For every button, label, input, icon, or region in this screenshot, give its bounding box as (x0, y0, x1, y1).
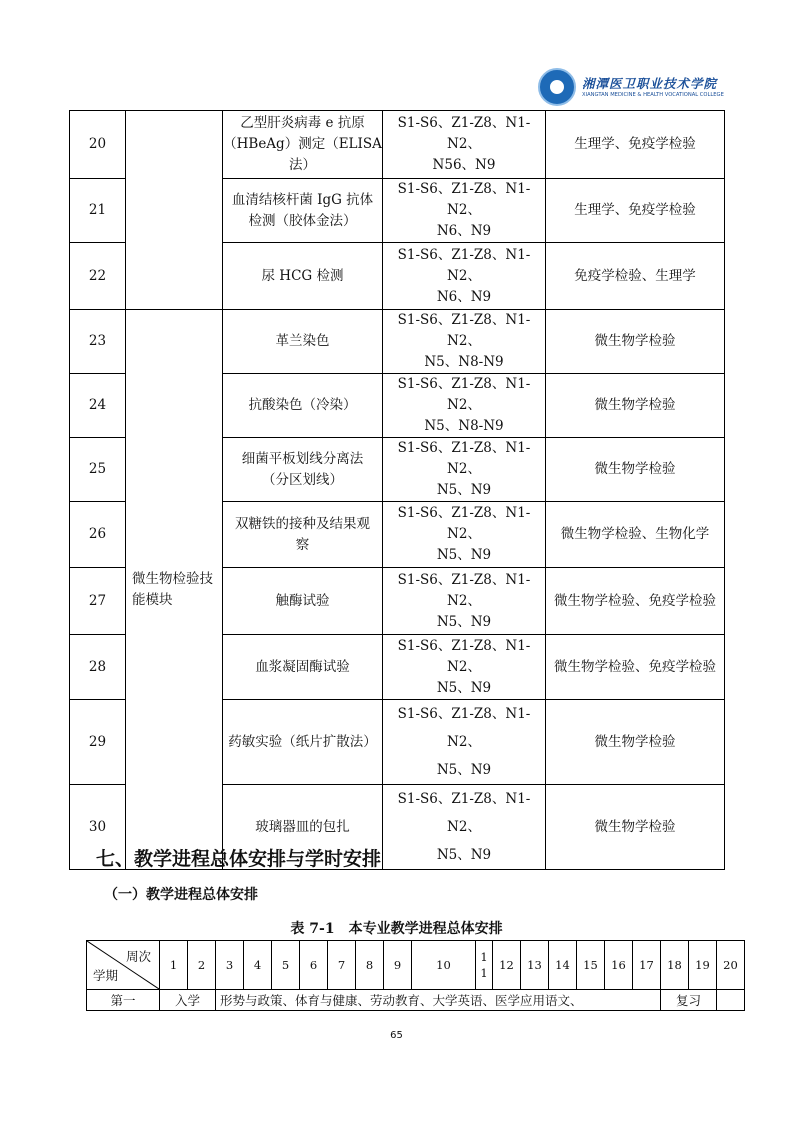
ability-codes-line: S1-S6、Z1-Z8、N1-N2、 (397, 571, 531, 609)
related-courses: 微生物学检验、免疫学检验 (546, 635, 725, 700)
related-courses: 生理学、免疫学检验 (546, 111, 725, 179)
week-header-digit: 1 (480, 966, 488, 980)
ability-codes-line: S1-S6、Z1-Z8、N1-N2、 (397, 246, 531, 284)
related-courses: 微生物学检验 (546, 374, 725, 438)
week-header-cell: 6 (300, 941, 328, 990)
row-number: 28 (70, 635, 126, 700)
ability-codes (383, 374, 546, 438)
row-number: 25 (70, 438, 126, 502)
ability-codes-line: N5、N9 (436, 762, 492, 778)
related-courses: 生理学、免疫学检验 (546, 179, 725, 243)
ability-codes-line: N6、N9 (436, 223, 492, 239)
ability-codes-line: N5、N8-N9 (424, 354, 504, 370)
skill-item (223, 243, 383, 310)
ability-codes-line: S1-S6、Z1-Z8、N1-N2、 (397, 440, 531, 477)
term-cell: 第一 (87, 990, 160, 1011)
schedule-table (86, 940, 745, 1011)
ability-codes (383, 568, 546, 635)
related-courses: 微生物学检验 (546, 310, 725, 374)
week-header-digit: 1 (480, 950, 488, 964)
empty-cell (717, 990, 745, 1011)
skill-item-line: 革兰染色 (275, 333, 330, 349)
module-cell-micro: 微生物检验技能模块 (126, 310, 223, 870)
ability-codes (383, 243, 546, 310)
row-number: 29 (70, 700, 126, 785)
ability-codes-line: S1-S6、Z1-Z8、N1-N2、 (397, 706, 531, 750)
skill-item-line: 玻璃器皿的包扎 (255, 818, 350, 835)
section-subheading: （一）教学进程总体安排 (104, 887, 258, 903)
week-header-cell: 15 (577, 941, 605, 990)
skill-item-line: 细菌平板划线分离法 (241, 450, 364, 467)
row-number: 30 (70, 785, 126, 870)
skill-item-line: 血浆凝固酶试验 (255, 658, 350, 675)
row-number: 22 (70, 243, 126, 310)
review-cell: 复习 (661, 990, 717, 1011)
ability-codes (383, 785, 546, 870)
schedule-row-first (87, 990, 745, 1011)
section-heading: 七、教学进程总体安排与学时安排 (96, 848, 382, 870)
row-number: 27 (70, 568, 126, 635)
week-header-cell: 3 (216, 941, 244, 990)
week-header-cell: 9 (384, 941, 412, 990)
table-row (70, 111, 725, 179)
page-number: 65 (390, 1030, 403, 1041)
ability-codes-line: N6、N9 (436, 288, 492, 305)
week-header-cell: 2 (188, 941, 216, 990)
ability-codes-line: S1-S6、Z1-Z8、N1-N2、 (397, 312, 531, 349)
week-header-cell: 17 (633, 941, 661, 990)
skill-item (223, 111, 383, 179)
corner-bottom-label: 学期 (93, 968, 119, 983)
week-header-cell: 18 (661, 941, 689, 990)
skill-item-line: 双糖铁的接种及结果观 (235, 515, 370, 532)
logo-title: 湘潭医卫职业技术学院 (582, 76, 718, 91)
row-number: 23 (70, 310, 126, 374)
week-header-cell: 7 (328, 941, 356, 990)
ability-codes-line: S1-S6、Z1-Z8、N1-N2、 (397, 505, 531, 542)
week-header-cell: 5 (272, 941, 300, 990)
skill-item (223, 310, 383, 374)
enroll-cell: 入学 (160, 990, 216, 1011)
row-number: 24 (70, 374, 126, 438)
skill-item (223, 568, 383, 635)
college-emblem-icon (538, 68, 576, 106)
ability-codes (383, 111, 546, 179)
ability-codes-line: N5、N9 (436, 679, 492, 696)
ability-codes (383, 635, 546, 700)
skill-item-line: 乙型肝炎病毒 e 抗原 (240, 115, 365, 131)
related-courses: 免疫学检验、生理学 (546, 243, 725, 310)
week-header-cell (476, 941, 493, 990)
skill-item-line: （HBeAg）测定（ELISA (223, 136, 382, 152)
ability-codes (383, 502, 546, 568)
ability-codes-line: N5、N9 (436, 613, 492, 630)
week-header-cell: 16 (605, 941, 633, 990)
ability-codes-line: S1-S6、Z1-Z8、N1-N2、 (397, 181, 531, 218)
row-number: 21 (70, 179, 126, 243)
schedule-header-row (87, 941, 745, 990)
corner-cell (87, 941, 160, 990)
related-courses: 微生物学检验 (546, 785, 725, 870)
ability-codes-line: N5、N9 (436, 482, 492, 498)
skill-item (223, 635, 383, 700)
ability-codes (383, 438, 546, 502)
week-header-cell: 1 (160, 941, 188, 990)
week-header-cell: 8 (356, 941, 384, 990)
college-logo (538, 68, 724, 110)
row-number: 20 (70, 111, 126, 179)
related-courses: 微生物学检验 (546, 438, 725, 502)
week-header-cell: 20 (717, 941, 745, 990)
corner-top-label: 周次 (125, 949, 151, 964)
row-number: 26 (70, 502, 126, 568)
ability-codes (383, 700, 546, 785)
skill-item-line: 检测（胶体金法） (248, 212, 357, 229)
skill-item-line: 血清结核杆菌 IgG 抗体 (231, 191, 374, 208)
skill-item (223, 700, 383, 785)
related-courses: 微生物学检验、生物化学 (546, 502, 725, 568)
module-cell-continued (126, 111, 223, 310)
skill-item (223, 179, 383, 243)
ability-codes-line: S1-S6、Z1-Z8、N1-N2、 (397, 791, 531, 835)
skill-item-line: 察 (295, 536, 310, 553)
courses-cell: 形势与政策、体育与健康、劳动教育、大学英语、医学应用语文、 (216, 990, 661, 1011)
related-courses: 微生物学检验 (546, 700, 725, 785)
week-header-cell: 12 (493, 941, 521, 990)
ability-codes-line: N5、N9 (436, 547, 492, 563)
skill-item-line: 触酶试验 (275, 592, 330, 609)
related-courses: 微生物学检验、免疫学检验 (546, 568, 725, 635)
ability-codes-line: N5、N8-N9 (424, 418, 504, 434)
skill-item (223, 374, 383, 438)
ability-codes (383, 179, 546, 243)
skills-table (69, 110, 725, 870)
skill-item-line: 法） (289, 157, 316, 173)
week-header-cell: 19 (689, 941, 717, 990)
week-header-cell: 10 (412, 941, 476, 990)
skill-item (223, 438, 383, 502)
ability-codes-line: S1-S6、Z1-Z8、N1-N2、 (397, 637, 531, 675)
week-header-cell: 14 (549, 941, 577, 990)
ability-codes (383, 310, 546, 374)
week-header-cell: 4 (244, 941, 272, 990)
table-row (70, 310, 725, 374)
ability-codes-line: S1-S6、Z1-Z8、N1-N2、 (397, 376, 531, 413)
week-header-cell: 13 (521, 941, 549, 990)
skill-item-line: 尿 HCG 检测 (261, 267, 344, 284)
skill-item-line: （分区划线） (262, 471, 343, 488)
ability-codes-line: N56、N9 (432, 157, 496, 173)
ability-codes-line: S1-S6、Z1-Z8、N1-N2、 (397, 115, 531, 152)
ability-codes-line: N5、N9 (436, 847, 492, 863)
logo-subtitle: XIANGTAN MEDICINE & HEALTH VOCATIONAL COLLEGE (582, 92, 724, 98)
table-caption: 表 7-1 本专业教学进程总体安排 (290, 921, 503, 937)
skill-item-line: 抗酸染色（冷染） (248, 397, 357, 413)
skill-item (223, 502, 383, 568)
skill-item-line: 药敏实验（纸片扩散法） (228, 733, 377, 750)
